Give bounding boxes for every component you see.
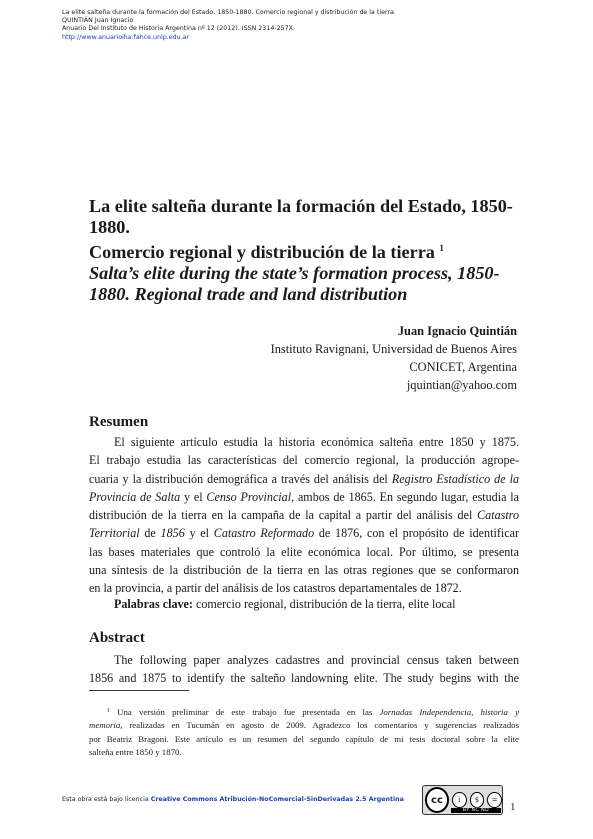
resumen-line: Territorial de 1856 y el Catastro Reformado de 1876, con el propósito de identificar bbox=[89, 526, 519, 541]
cc-license-badge[interactable] bbox=[422, 785, 503, 815]
title-line-2: Comercio regional y distribución de la tierra $^1$ bbox=[89, 242, 444, 262]
title-line-1: La elite salteña durante la formación del Estado, 1850-1880. bbox=[89, 196, 513, 237]
resumen-line: cuaria y la distribución demográfica a través del análisis del Registro Estadístico de la bbox=[89, 471, 519, 486]
header-journal: Anuario Del Instituto de Historia Argentina nº 12 (2012). ISSN 2314-257X. bbox=[62, 25, 295, 33]
resumen-body bbox=[89, 433, 519, 598]
author-email[interactable]: jquintian@yahoo.com bbox=[406, 378, 517, 392]
resumen-line: las bases materiales que controló la elite económica local. Por último, se presenta bbox=[89, 544, 519, 559]
abstract-line: 1856 and 1875 to identify the salteño landowning elite. The study begins with the bbox=[89, 671, 519, 686]
author-block bbox=[271, 322, 517, 394]
footnote bbox=[89, 705, 519, 759]
resumen-heading: Resumen bbox=[89, 414, 149, 430]
footnote-divider bbox=[89, 690, 189, 691]
resumen-line: Provincia de Salta y el Censo Provincial, ambos de 1865. En segundo lugar, estudia la bbox=[89, 489, 519, 504]
header-author: QUINTIÁN Juan Ignacio bbox=[62, 17, 134, 25]
footnote-mark: 1 bbox=[107, 708, 110, 714]
resumen-line: una síntesis de la distribución de la tierra en las otras regiones que se conformaron bbox=[89, 563, 519, 578]
footnote-line: memoria, realizadas en Tucumán en agosto de 2009. Agradezco los comentarios y sugerencias realizados bbox=[89, 720, 519, 731]
cc-icon: cc bbox=[425, 787, 449, 813]
by-icon: i bbox=[452, 792, 467, 808]
footnote-line: $^1$ Una versión preliminar de este trabajo fue presentada en las Jornadas Independencia, historia y bbox=[107, 707, 519, 717]
abstract-heading: Abstract bbox=[89, 630, 145, 646]
page-number: 1 bbox=[510, 801, 516, 813]
license-footer: Esta obra está bajo licencia Creative Commons Atribución-NoComercial-SinDerivadas 2.5 Argentina bbox=[62, 796, 404, 803]
resumen-line: El siguiente artículo estudia la historia económica salteña entre 1850 y 1875. bbox=[114, 435, 519, 449]
header-article-title: La elite salteña durante la formación del Estado, 1850-1880. Comercio regional y distribución de la tierra bbox=[62, 9, 394, 16]
author-affiliation-2: CONICET, Argentina bbox=[409, 360, 517, 374]
nc-icon: $ bbox=[470, 792, 485, 808]
license-link[interactable]: Creative Commons Atribución-NoComercial-SinDerivadas 2.5 Argentina bbox=[150, 796, 404, 803]
keywords-text: comercio regional, distribución de la tierra, elite local bbox=[192, 597, 456, 611]
author-name: Juan Ignacio Quintián bbox=[397, 324, 517, 338]
keywords bbox=[114, 597, 456, 612]
abstract-body bbox=[89, 651, 519, 688]
english-title-line-1: Salta’s elite during the state’s formation process, 1850- bbox=[89, 263, 500, 283]
footnote-line: por Beatriz Bragoni. Este artículo es un resumen del segundo capítulo de mi tesis doctoral sobre la elite bbox=[89, 733, 519, 744]
header-url-link[interactable]: http://www.anuarioiha.fahce.unlp.edu.ar bbox=[62, 33, 190, 41]
footnote-ref[interactable]: 1 bbox=[439, 243, 444, 253]
article-title bbox=[89, 196, 539, 263]
resumen-line: en la provincia, a partir del análisis de los catastros departamentales de 1872. bbox=[89, 581, 462, 596]
cc-label: BY NC ND bbox=[451, 808, 501, 813]
abstract-line: The following paper analyzes cadastres and provincial census taken between bbox=[114, 653, 519, 667]
author-affiliation-1: Instituto Ravignani, Universidad de Buenos Aires bbox=[270, 342, 517, 356]
running-header bbox=[62, 9, 394, 42]
resumen-line: El trabajo estudia las características del comercio regional, la producción agrope- bbox=[89, 453, 519, 468]
footnote-line: salteña entre 1850 y 1870. bbox=[89, 746, 182, 757]
english-title bbox=[89, 263, 519, 305]
nd-icon: = bbox=[487, 792, 502, 808]
keywords-label: Palabras clave: bbox=[114, 597, 193, 611]
english-title-line-2: 1880. Regional trade and land distribution bbox=[89, 284, 408, 304]
resumen-line: distribución de la tierra en la campaña de la capital a partir del análisis del Catastro bbox=[89, 508, 519, 523]
